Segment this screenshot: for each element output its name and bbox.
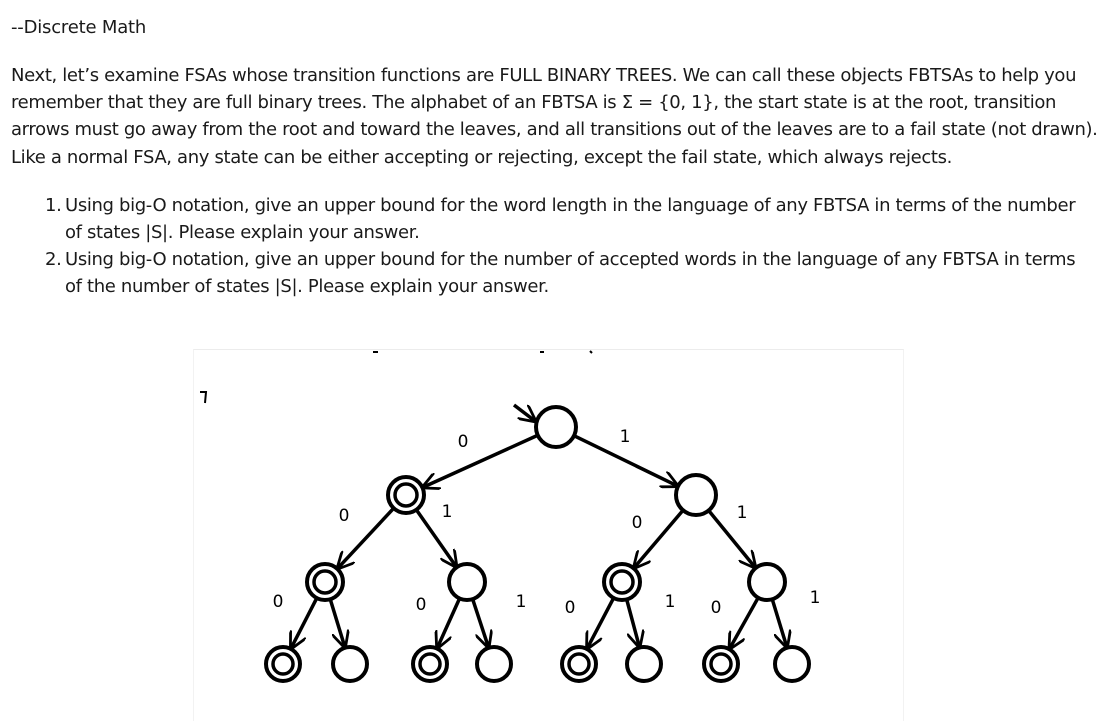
scan-artifacts <box>200 351 592 403</box>
state <box>477 647 511 681</box>
state <box>536 407 576 447</box>
question-item <box>45 192 1095 246</box>
transition-label: 1 <box>736 503 748 523</box>
page-title: --Discrete Math <box>11 17 147 38</box>
transition-label: 0 <box>710 598 722 618</box>
state <box>627 647 661 681</box>
transition-arrow <box>423 435 537 487</box>
transition-label: 0 <box>415 595 427 615</box>
transition-arrow <box>730 598 758 649</box>
question-text: Using big-O notation, give an upper bound for the number of accepted words in the language of any FBTSA in terms of the number of states |S|. Please explain your answer. <box>65 249 1076 297</box>
accepting-state <box>413 647 447 681</box>
transition-arrow <box>291 598 317 648</box>
tree-edge-labels <box>273 427 821 618</box>
accepting-state <box>704 647 738 681</box>
accepting-state <box>266 647 300 681</box>
tree-states <box>266 407 809 681</box>
transition-arrow <box>772 599 787 647</box>
transition-label: 1 <box>809 588 821 608</box>
transition-label: 0 <box>631 513 643 533</box>
question-text: Using big-O notation, give an upper bound for the word length in the language of any FBTSA in terms of the number of states |S|. Please explain your answer. <box>65 195 1076 243</box>
accepting-state <box>388 477 424 513</box>
transition-label: 1 <box>515 592 527 612</box>
start-arrow <box>514 405 535 421</box>
transition-label: 1 <box>441 502 453 522</box>
question-item <box>45 246 1095 300</box>
question-number: 1. <box>45 195 62 216</box>
transition-arrow <box>627 599 640 646</box>
transition-arrow <box>330 599 345 647</box>
state <box>749 564 785 600</box>
transition-label: 1 <box>619 427 631 447</box>
question-list <box>45 192 1095 300</box>
transition-label: 0 <box>272 592 284 612</box>
fbtsa-tree-diagram <box>194 350 905 722</box>
intro-paragraph: Next, let’s examine FSAs whose transition functions are FULL BINARY TREES. We can call these objects FBTSAs to help you remember that they are full binary trees. The alphabet of an FBTSA is Σ = {0, 1}, the start state is at the root, transition arrows must go away from the root and toward the leaves, and all transitions out of the leaves are to a fail state (not drawn). Like a normal FSA, any state can be either accepting or rejecting, except the fail state, which always rejects. <box>11 65 1098 168</box>
transition-arrow <box>587 598 613 648</box>
transition-arrow <box>437 598 459 647</box>
transition-label: 0 <box>457 432 469 452</box>
transition-arrow <box>473 599 489 647</box>
state <box>676 475 716 515</box>
transition-arrow <box>709 510 755 567</box>
accepting-state <box>307 564 343 600</box>
accepting-state <box>604 564 640 600</box>
transition-label: 1 <box>664 592 676 612</box>
transition-label: 0 <box>564 598 576 618</box>
transition-label: 0 <box>338 506 350 526</box>
state <box>775 647 809 681</box>
fbtsa-tree-figure <box>193 349 904 721</box>
question-number: 2. <box>45 249 62 270</box>
state <box>449 564 485 600</box>
state <box>333 647 367 681</box>
accepting-state <box>562 647 596 681</box>
